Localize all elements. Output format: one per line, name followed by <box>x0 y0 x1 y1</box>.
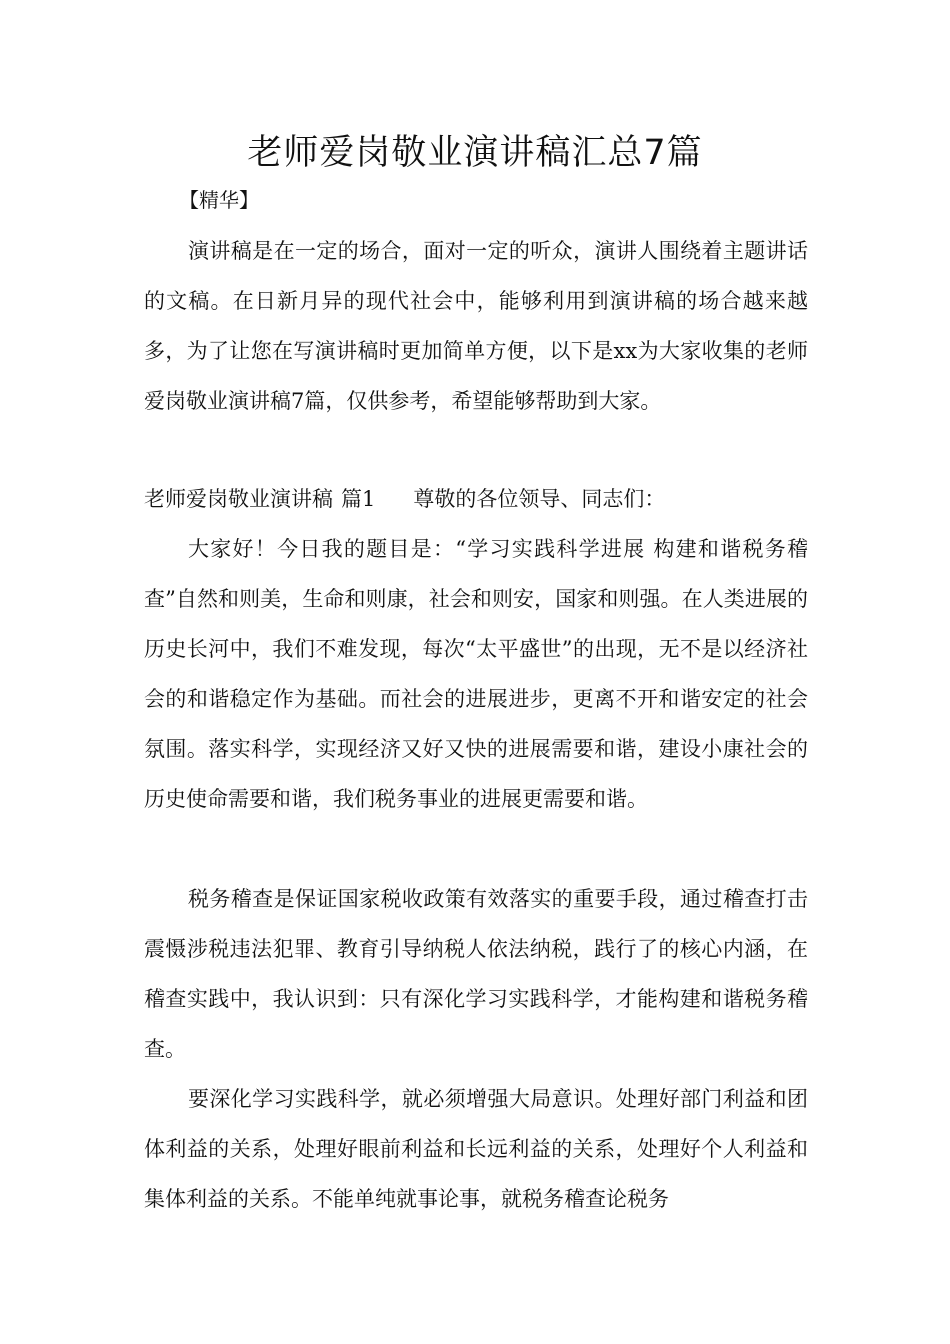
salutation: 尊敬的各位领导、同志们： <box>413 487 666 511</box>
intro-paragraph: 演讲稿是在一定的场合，面对一定的听众，演讲人围绕着主题讲话的文稿。在日新月异的现代社会中，能够利用到演讲稿的场合越来越多，为了让您在写演讲稿时更加简单方便，以下是xx为大家收集的老师爱岗敬业演讲稿7篇，仅供参考，希望能够帮助到大家。 <box>144 239 808 413</box>
section-heading <box>144 474 665 524</box>
document-tag: 【精华】 <box>179 188 259 212</box>
document-title: 老师爱岗敬业演讲稿汇总7篇 <box>247 133 703 173</box>
body-paragraph-2: 税务稽查是保证国家税收政策有效落实的重要手段，通过稽查打击震慑涉税违法犯罪、教育引导纳税人依法纳税，践行了的核心内涵，在稽查实践中，我认识到：只有深化学习实践科学，才能构建和谐税务稽查。 <box>144 887 808 1061</box>
section-title: 老师爱岗敬业演讲稿 <box>144 487 333 511</box>
body-paragraph-1: 大家好！今日我的题目是：“学习实践科学进展 构建和谐税务稽查”自然和则美，生命和则康，社会和则安，国家和则强。在人类进展的历史长河中，我们不难发现，每次“太平盛世”的出现，无不是以经济社会的和谐稳定作为基础。而社会的进展进步，更离不开和谐安定的社会氛围。落实科学，实现经济又好又快的进展需要和谐，建设小康社会的历史使命需要和谐，我们税务事业的进展更需要和谐。 <box>144 537 808 811</box>
body-paragraph-3: 要深化学习实践科学，就必须增强大局意识。处理好部门利益和团体利益的关系，处理好眼前利益和长远利益的关系，处理好个人利益和集体利益的关系。不能单纯就事论事，就税务稽查论税务 <box>144 1087 808 1211</box>
section-number: 篇1 <box>341 487 376 511</box>
